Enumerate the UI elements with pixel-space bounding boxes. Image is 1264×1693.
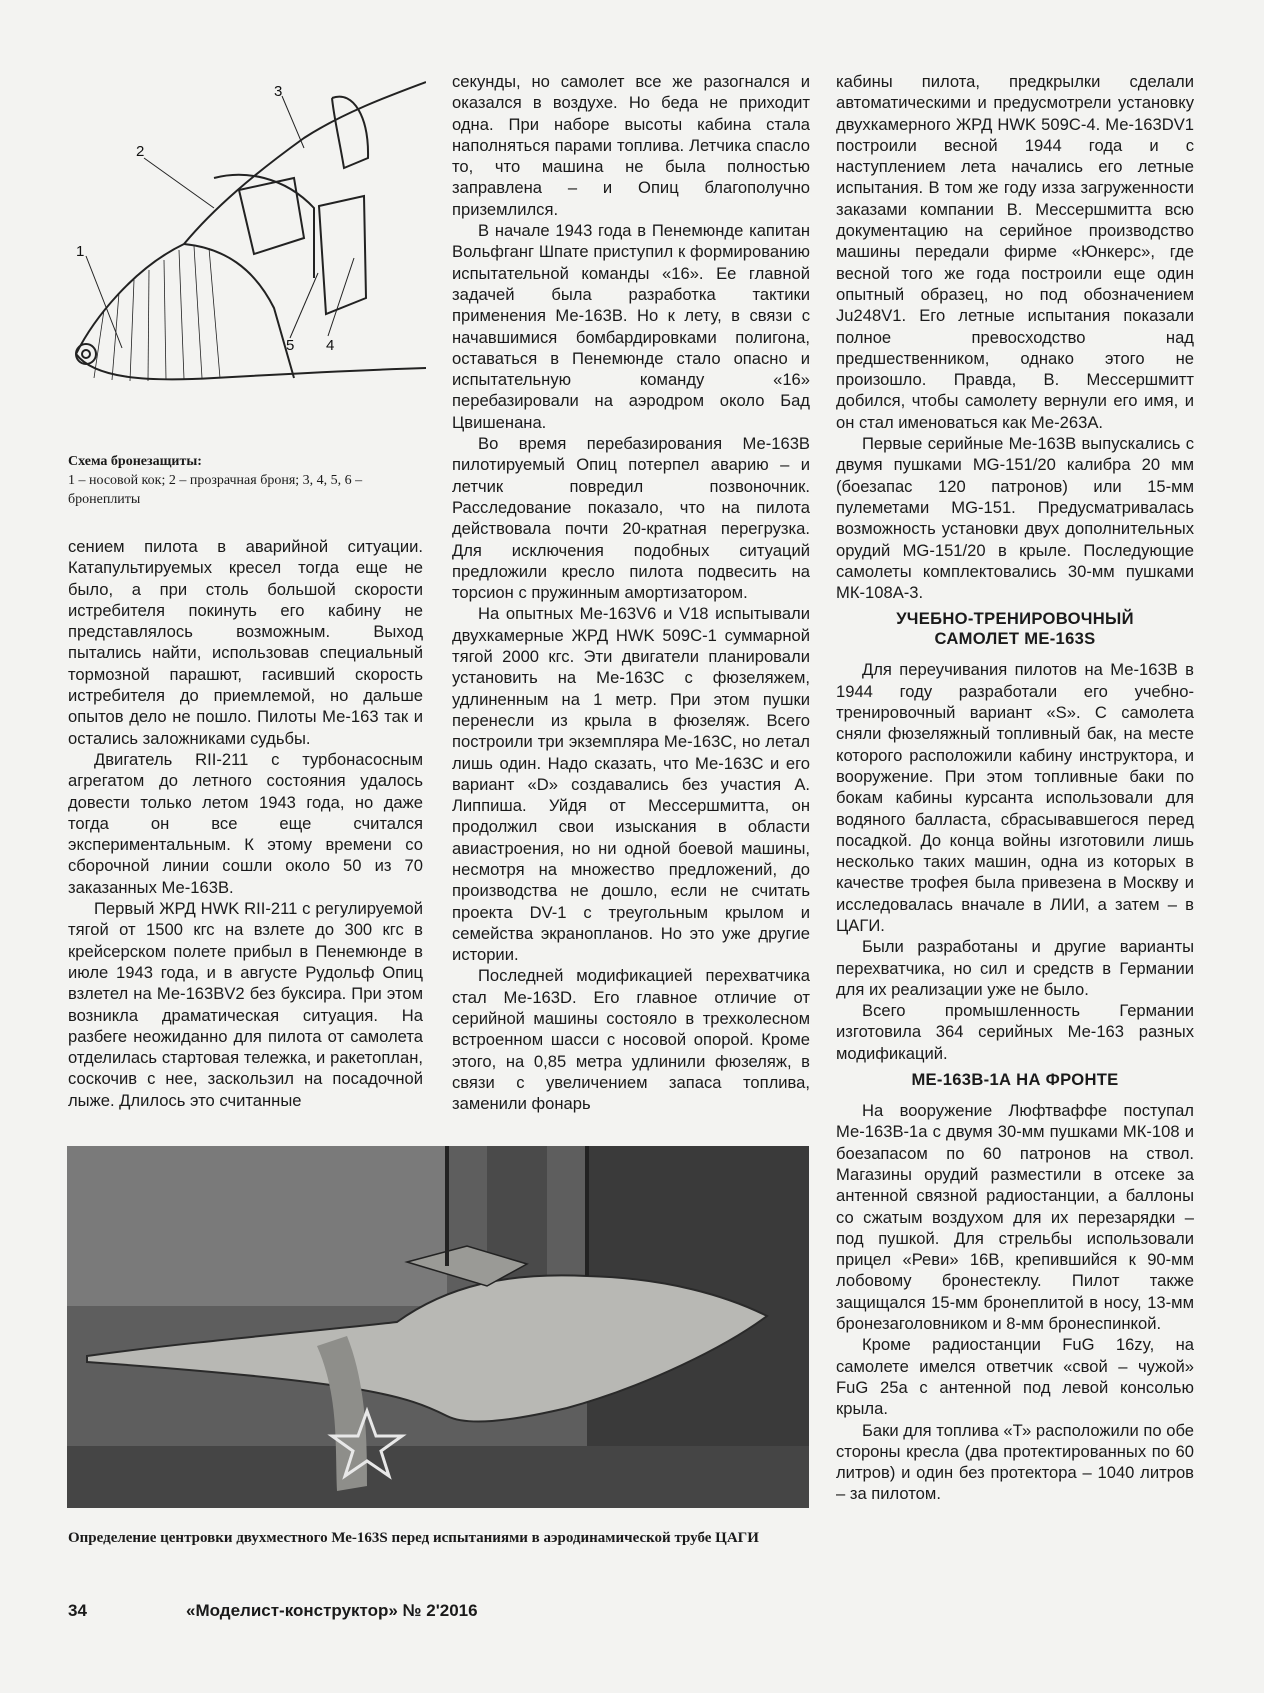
paragraph: На опытных Ме-163V6 и V18 испытывали двухкамерные ЖРД HWK 509C-1 суммарной тягой 2000 кгс. Эти двигатели планировали установить на Ме-163С с фюзеляжем, удлиненным на 1 метр. При этом пушки перенесли из крыла в фюзеляж. Всего построили три экземпляра Ме-163С, но летал лишь один. Надо сказать, что Ме-163С и его вариант «D» создавались без участия А. Липпиша. Уйдя от Мессершмитта, он продолжил свои изыскания в области авиастроения, но ни одной боевой машины, несмотря на множество предложений, до производства не дошло, если не считать проекта DV-1 с треугольным крылом и семейства экранопланов. Но это уже другие истории. <box>452 604 810 965</box>
text-column-2 <box>452 71 810 1115</box>
photo-caption: Определение центровки двухместного Ме-163S перед испытаниями в аэродинамической трубе ЦАГИ <box>68 1530 759 1546</box>
scheme-caption-text: 1 – носовой кок; 2 – прозрачная броня; 3, 4, 5, 6 – бронеплиты <box>68 473 363 507</box>
paragraph: секунды, но самолет все же разогнался и оказался в воздухе. Но беда не приходит одна. При наборе высоты кабина стала наполняться парами топлива. Летчика спасло то, что машина не была полностью заправлена – и Опиц благополучно приземлился. <box>452 72 810 219</box>
paragraph: кабины пилота, предкрылки сделали автоматическими и предусмотрели установку двухкамерного ЖРД HWK 509С-4. Ме-163DV1 построили весной 1944 года и с наступлением лета начались его летные испытания. В том же году изза загруженности заказами компании В. Мессершмитта всю документацию на серийное производство машины передали фирме «Юнкерс», где весной того же года построили еще один опытный образец, но под обозначением Ju248V1. Его летные испытания показали полное превосходство над предшественником, однако этого не произошло. Правда, В. Мессершмитт добился, чтобы самолету вернули его имя, и он стал именоваться как Ме-263А. <box>836 72 1194 432</box>
magazine-title: «Моделист-конструктор» № 2'2016 <box>186 1601 478 1620</box>
text-column-1 <box>68 536 423 1111</box>
scheme-label-4: 4 <box>326 337 335 354</box>
heading-line: САМОЛЕТ МЕ-163S <box>934 629 1096 649</box>
text-column-3 <box>836 71 1194 1505</box>
paragraph: В начале 1943 года в Пенемюнде капитан Вольфганг Шпате приступил к формированию испытательной команды «16». Ее главной задачей была разработка тактики применения Ме-163В. Но к лету, в связи с начавшимися бомбардировками полигона, оставаться в Пенемюнде стало опасно и испытательную команду «16» перебазировали на аэродром около Бад Цвишенана. <box>452 221 810 432</box>
heading-line: УЧЕБНО-ТРЕНИРОВОЧНЫЙ <box>896 609 1134 629</box>
scheme-caption-title: Схема бронезащиты: <box>68 454 202 469</box>
scheme-caption <box>68 452 428 509</box>
page-number: 34 <box>68 1601 87 1620</box>
aircraft-photo <box>67 1146 809 1508</box>
scheme-label-5: 5 <box>286 337 295 354</box>
scheme-label-2: 2 <box>136 143 145 160</box>
scheme-label-3: 3 <box>274 83 283 100</box>
section-heading-front: МЕ-163В-1А НА ФРОНТЕ <box>911 1070 1119 1090</box>
paragraph: Во время перебазирования Ме-163В пилотируемый Опиц потерпел аварию – и летчик повредил позвоночник. Расследование показало, что на пилота действовала почти 20-кратная перегрузка. Для исключения подобных ситуаций предложили кресло пилота подвесить на торсион с пружинным амортизатором. <box>452 434 810 603</box>
paragraph: Первые серийные Ме-163В выпускались с двумя пушками MG-151/20 калибра 20 мм (боезапас 120 патронов) или 15-мм пулеметами MG-151. Предусматривалась возможность установки двух дополнительных орудий MG-151/20 в крыле. Последующие самолеты комплектовались 30-мм пушками МК-108А-3. <box>836 434 1194 603</box>
paragraph: Были разработаны и другие варианты перехватчика, но сил и средств в Германии для их реализации уже не было. <box>836 937 1194 999</box>
paragraph: сением пилота в аварийной ситуации. Катапультируемых кресел тогда еще не было, а при столь большой скорости истребителя покинуть его кабину не представлялось возможным. Выход пытались найти, использовав специальный тормозной парашют, гасивший скорость истребителя до приемлемой, но дальше опытов дело не пошло. Пилоты Ме-163 так и остались заложниками судьбы. <box>68 537 423 748</box>
paragraph: Баки для топлива «Т» расположили по обе стороны кресла (два протектированных по 60 литров) и один без протектора – 1040 литров – за пилотом. <box>836 1420 1194 1504</box>
paragraph: Для переучивания пилотов на Ме-163В в 1944 году разработали его учебно-тренировочный вариант «S». С самолета сняли фюзеляжный топливный бак, на месте которого расположили кабину инструктора, и вооружение. При этом топливные баки по бокам кабины курсанта использовали для водяного балласта, сбрасывавшегося перед посадкой. До конца войны изготовили лишь несколько таких машин, одна из которых в качестве трофея была привезена в Москву и исследовалась вначале в ЛИИ, а затем – в ЦАГИ. <box>836 660 1194 935</box>
scheme-label-1: 1 <box>76 243 85 260</box>
paragraph: На вооружение Люфтваффе поступал Ме-163В-1а с двумя 30-мм пушками МК-108 и боезапасом по 60 патронов на ствол. Магазины орудий разместили в отсеке за антенной связной радиостанции, а баллоны со сжатым воздухом для их перезарядки – под пушкой. Для стрельбы использовали прицел «Реви» 16В, крепившийся к 90-мм лобовому бронестеклу. Пилот также защищался 15-мм бронеплитой в носу, 13-мм бронезаголовником и 8-мм бронеспинкой. <box>836 1101 1194 1334</box>
paragraph: Первый ЖРД HWK RII-211 с регулируемой тягой от 1500 кгс на взлете до 300 кгс в крейсерском полете прибыл в Пенемюнде в июле 1943 года, и в августе Рудольф Опиц взлетел на Ме-163BV2 без буксира. При этом возникла драматическая ситуация. На разбеге неожиданно для пилота от самолета отделилась стартовая тележка, и ракетоплан, соскочив с нее, заскользил на посадочной лыже. Длилось это считанные <box>68 899 423 1110</box>
paragraph: Последней модификацией перехватчика стал Ме-163D. Его главное отличие от серийной машины состояло в трехколесном встроенном шасси с носовой опорой. Кроме этого, на 0,85 метра удлинили фюзеляж, в связи с увеличением запаса топлива, заменили фонарь <box>452 966 810 1114</box>
armor-scheme-drawing <box>64 78 426 442</box>
paragraph: Двигатель RII-211 с турбонасосным агрегатом до летного состояния удалось довести только летом 1943 года, но даже тогда он все еще считался экспериментальным. К этому времени со сборочной линии сошли около 50 из 70 заказанных Ме-163В. <box>68 749 423 897</box>
paragraph: Кроме радиостанции FuG 16zy, на самолете имелся ответчик «свой – чужой» FuG 25a с антенной под левой консолью крыла. <box>836 1335 1195 1419</box>
section-heading-me163s <box>836 609 1194 649</box>
paragraph: Всего промышленность Германии изготовила 364 серийных Ме-163 разных модификаций. <box>836 1001 1194 1063</box>
